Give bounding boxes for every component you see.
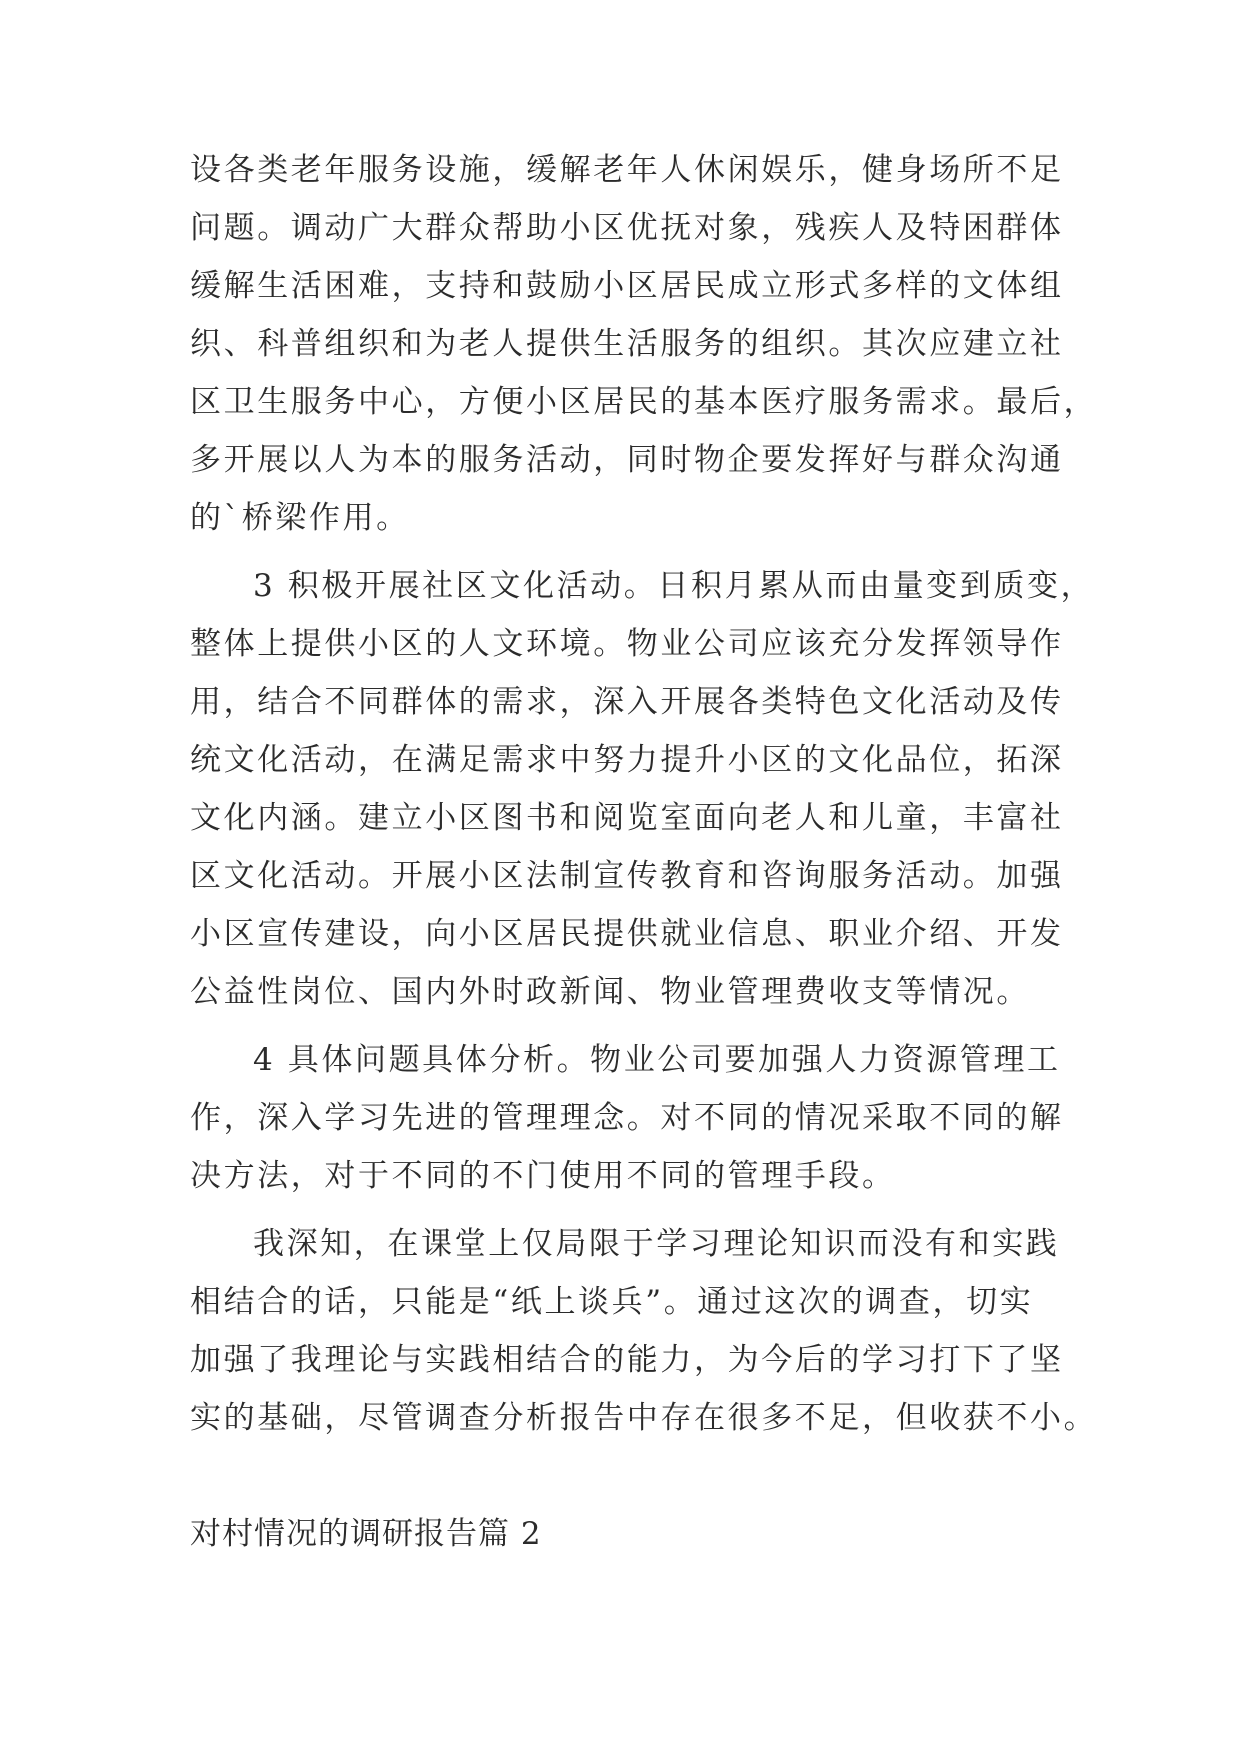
- paragraph-2-line-3: 用，结合不同群体的需求，深入开展各类特色文化活动及传: [190, 684, 1064, 720]
- paragraph-3-line-3: 决方法，对于不同的不门使用不同的管理手段。: [190, 1158, 896, 1194]
- paragraph-1-line-2: 问题。调动广大群众帮助小区优抚对象，残疾人及特困群体: [190, 210, 1064, 246]
- paragraph-2-line-7: 小区宣传建设，向小区居民提供就业信息、职业介绍、开发: [190, 916, 1064, 952]
- paragraph-2-line-1: 3 积极开展社区文化活动。日积月累从而由量变到质变，: [253, 568, 1095, 604]
- paragraph-3-line-2: 作，深入学习先进的管理理念。对不同的情况采取不同的解: [190, 1100, 1064, 1136]
- paragraph-4-line-3: 加强了我理论与实践相结合的能力，为今后的学习打下了坚: [190, 1342, 1064, 1378]
- paragraph-2-line-2: 整体上提供小区的人文环境。物业公司应该充分发挥领导作: [190, 626, 1064, 662]
- paragraph-2-line-4: 统文化活动，在满足需求中努力提升小区的文化品位，拓深: [190, 742, 1064, 778]
- paragraph-2-line-6: 区文化活动。开展小区法制宣传教育和咨询服务活动。加强: [190, 858, 1064, 894]
- paragraph-1-line-1: 设各类老年服务设施，缓解老年人休闲娱乐，健身场所不足: [190, 152, 1064, 188]
- paragraph-4-line-4: 实的基础，尽管调查分析报告中存在很多不足，但收获不小。: [190, 1400, 1098, 1436]
- paragraph-1-line-3: 缓解生活困难，支持和鼓励小区居民成立形式多样的文体组: [190, 268, 1064, 304]
- paragraph-2-line-5: 文化内涵。建立小区图书和阅览室面向老人和儿童，丰富社: [190, 800, 1064, 836]
- paragraph-4-line-1: 我深知，在课堂上仅局限于学习理论知识而没有和实践: [253, 1226, 1060, 1262]
- section-heading: 对村情况的调研报告篇 2: [190, 1516, 542, 1552]
- paragraph-4-line-2: 相结合的话，只能是“纸上谈兵”。通过这次的调查，切实: [190, 1284, 1034, 1320]
- paragraph-1-line-7: 的`桥梁作用。: [190, 500, 410, 536]
- paragraph-2-line-8: 公益性岗位、国内外时政新闻、物业管理费收支等情况。: [190, 974, 1030, 1010]
- paragraph-3-line-1: 4 具体问题具体分析。物业公司要加强人力资源管理工: [253, 1042, 1061, 1078]
- paragraph-1-line-5: 区卫生服务中心，方便小区居民的基本医疗服务需求。最后，: [190, 384, 1098, 420]
- paragraph-1-line-6: 多开展以人为本的服务活动，同时物企要发挥好与群众沟通: [190, 442, 1064, 478]
- paragraph-1-line-4: 织、科普组织和为老人提供生活服务的组织。其次应建立社: [190, 326, 1064, 362]
